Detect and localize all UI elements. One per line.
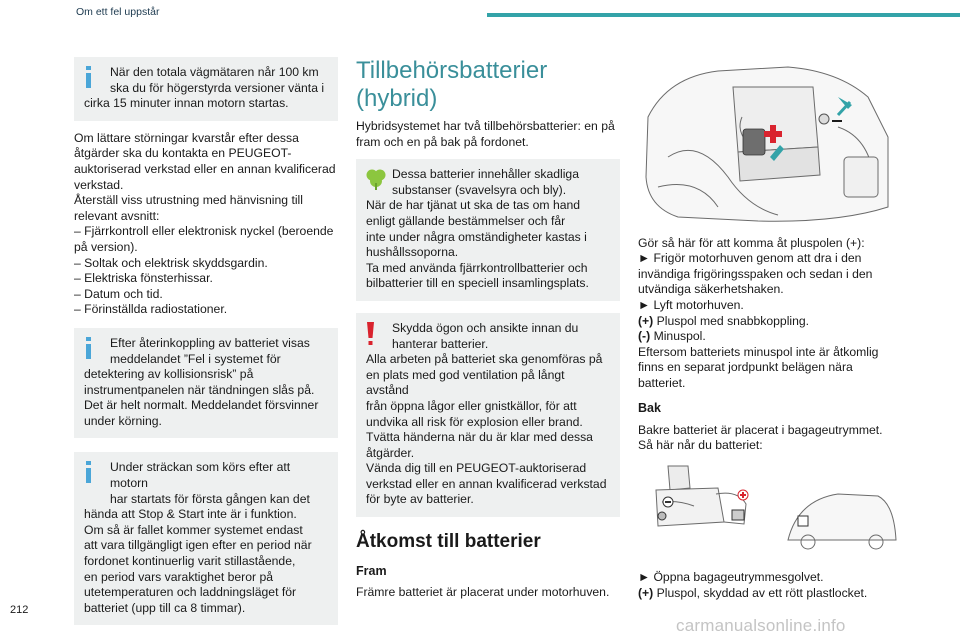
rear-steps <box>638 570 902 601</box>
minus-terminal-line <box>638 329 902 345</box>
left-column <box>74 57 338 625</box>
info-line: Under sträckan som körs efter att motorn <box>110 460 291 491</box>
info-line: detektering av kollisionsrisk” på <box>84 367 254 382</box>
text-line: ► Öppna bagageutrymmesgolvet. <box>638 570 824 585</box>
info-note-reconnect <box>74 328 338 439</box>
info-line: cirka 15 minuter innan motorn startas. <box>84 96 289 111</box>
info-line: meddelandet ”Fel i systemet för <box>110 351 281 366</box>
note-line: När de har tjänat ut ska de tas om hand <box>366 198 581 213</box>
note-line: Ta med använda fjärrkontrollbatterier och <box>366 260 588 275</box>
text-line: ► Lyft motorhuven. <box>638 297 744 312</box>
text-line: – Elektriska fönsterhissar. <box>74 271 213 286</box>
rear-paragraph <box>638 423 902 454</box>
front-steps <box>638 236 902 392</box>
info-icon <box>84 337 93 359</box>
text-line: Så här når du batteriet: <box>638 438 763 453</box>
rear-battery-illustration <box>638 460 902 560</box>
section-title: Tillbehörsbatterier (hybrid) <box>356 57 548 112</box>
note-line: hanterar batterier. <box>392 336 489 351</box>
text-line: Hybridsystemet har två tillbehörsbatterier: en på <box>356 119 615 133</box>
note-line: enligt gällande bestämmelser och får <box>366 213 566 228</box>
leaf-icon <box>366 168 386 190</box>
intro-paragraph <box>356 119 620 150</box>
text-line: Om lättare störningar kvarstår efter dessa <box>74 130 299 145</box>
info-icon <box>84 461 93 483</box>
note-line: Alla arbeten på batteriet ska genomföras på <box>366 352 603 367</box>
note-line: en plats med god ventilation på långt avstånd <box>366 367 565 398</box>
rear-heading: Bak <box>638 400 661 415</box>
restore-paragraph <box>74 131 338 318</box>
info-line: utetemperaturen och laddningsläget för <box>84 585 297 600</box>
engine-bay-illustration <box>638 57 902 227</box>
note-line: substanser (svavelsyra och bly). <box>392 182 567 197</box>
front-text: Främre batteriet är placerat under motorhuven. <box>356 585 610 600</box>
text-line: – Datum och tid. <box>74 286 163 301</box>
warning-note <box>356 313 620 517</box>
plus-text: Pluspol, skyddad av ett rött plastlocket. <box>653 585 868 600</box>
warning-icon <box>366 322 375 346</box>
info-line: att vara tillgängligt igen efter en period när <box>84 538 312 553</box>
text-line: utvändiga säkerhetshaken. <box>638 282 784 297</box>
plus-terminal-line-rear <box>638 586 902 602</box>
text-line: verkstad. <box>74 177 124 192</box>
info-line: Om så är fallet kommer systemet endast <box>84 522 303 537</box>
text-line: Bakre batteriet är placerat i bagageutrymmet. <box>638 422 883 437</box>
text-line: Återställ viss utrustning med hänvisning till <box>74 193 303 208</box>
info-line: en period vars varaktighet beror på <box>84 569 274 584</box>
text-line: batteriet. <box>638 375 686 390</box>
plus-terminal-line <box>638 314 902 330</box>
note-line: åtgärder. <box>366 445 415 460</box>
plus-label: (+) <box>638 585 654 600</box>
note-line: Dessa batterier innehåller skadliga <box>392 167 579 182</box>
info-line: har startats för första gången kan det <box>110 491 310 506</box>
info-line: instrumentpanelen när tändningen slås på. <box>84 382 315 397</box>
text-line: auktoriserad verkstad eller en annan kvalificerad <box>74 161 336 176</box>
text-line: på version). <box>74 239 138 254</box>
text-line: – Förinställda radiostationer. <box>74 302 228 317</box>
text-line: – Fjärrkontroll eller elektronisk nyckel (beroende <box>74 224 334 239</box>
note-line: undvika all risk för explosion eller brand. <box>366 414 583 429</box>
text-line: finns en separat jordpunkt belägen nära <box>638 360 853 375</box>
text-line: åtgärder ska du kontakta en PEUGEOT- <box>74 146 292 161</box>
right-column <box>638 57 902 602</box>
info-line: hända att Stop & Start inte är i funktion. <box>84 507 297 522</box>
running-header: Om ett fel uppstår <box>76 6 160 18</box>
text-line: ► Frigör motorhuven genom att dra i den <box>638 251 862 266</box>
info-note-stop-start <box>74 452 338 625</box>
plus-text: Pluspol med snabbkoppling. <box>653 313 810 328</box>
header-accent-bar <box>487 13 960 17</box>
info-line: ska du för högerstyrda versioner vänta i <box>110 80 325 95</box>
info-line: batteriet (upp till ca 8 timmar). <box>84 600 246 615</box>
minus-text: Minuspol. <box>650 329 706 344</box>
front-heading: Fram <box>356 564 387 579</box>
middle-column <box>356 57 620 601</box>
text-line: Gör så här för att komma åt pluspolen (+): <box>638 235 865 250</box>
note-line: bilbatterier till en speciell insamlingsplats. <box>366 276 589 291</box>
info-line: När den totala vägmätaren når 100 km <box>110 65 319 79</box>
info-line: under körning. <box>84 413 162 428</box>
page-number: 212 <box>10 604 29 616</box>
info-line: Efter återinkoppling av batteriet visas <box>110 335 310 350</box>
note-line: från öppna lågor eller gnistkällor, för att <box>366 398 577 413</box>
text-line: invändiga frigöringsspaken och sedan i den <box>638 266 873 281</box>
info-icon <box>84 66 93 88</box>
text-line: relevant avsnitt: <box>74 208 160 223</box>
info-line: Det är helt normalt. Meddelandet försvinner <box>84 398 319 413</box>
environment-note <box>356 159 620 301</box>
note-line: Skydda ögon och ansikte innan du <box>392 320 579 335</box>
note-line: Tvätta händerna när du är klar med dessa <box>366 430 593 445</box>
note-line: Vända dig till en PEUGEOT-auktoriserad <box>366 461 587 476</box>
text-line: fram och en på bak på fordonet. <box>356 134 529 149</box>
note-line: för byte av batterier. <box>366 492 474 507</box>
text-line: Eftersom batteriets minuspol inte är åtkomlig <box>638 344 879 359</box>
minus-label: (-) <box>638 329 651 344</box>
plus-label: (+) <box>638 313 654 328</box>
note-line: verkstad eller en annan kvalificerad verkstad <box>366 476 607 491</box>
note-line: inte under några omständigheter kastas i <box>366 229 587 244</box>
info-line: fordonet kontinuerlig varit stillastående, <box>84 554 296 569</box>
note-line: hushållssoporna. <box>366 245 459 260</box>
text-line: – Soltak och elektrisk skyddsgardin. <box>74 255 268 270</box>
info-note-odometer <box>74 57 338 121</box>
subsection-title: Åtkomst till batterier <box>356 531 541 553</box>
watermark: carmanualsonline.info <box>676 616 846 635</box>
